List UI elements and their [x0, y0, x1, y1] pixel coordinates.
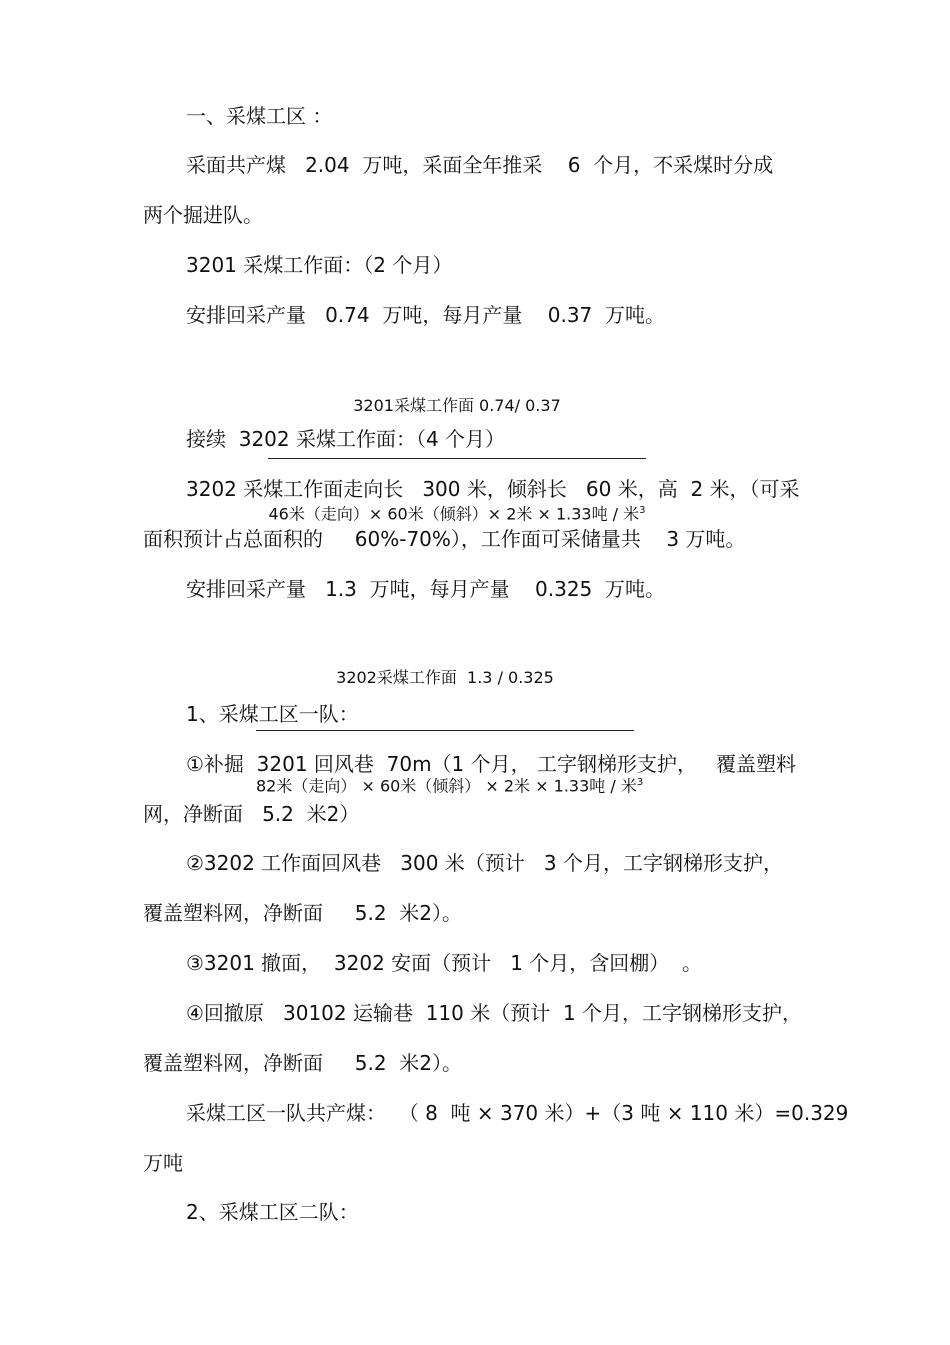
formula-numerator: 3202采煤工作面 1.3 / 0.325 [336, 668, 554, 687]
formula-numerator: 3201采煤工作面 0.74/ 0.37 [353, 396, 561, 415]
list-item: 覆盖塑料网，净断面 5.2 米2）。 [143, 1051, 463, 1075]
fraction-bar [268, 458, 646, 459]
fraction-bar [256, 730, 634, 731]
list-item: 覆盖塑料网，净断面 5.2 米2）。 [143, 901, 463, 925]
paragraph-line: 3202 采煤工作面走向长 300 米，倾斜长 60 米，高 2 米，（可采 [186, 477, 800, 501]
team-1-title: 1、采煤工区一队： [186, 702, 359, 726]
face-3202-title: 接续 3202 采煤工作面：（4 个月） [186, 427, 506, 451]
paragraph-line: 采面共产煤 2.04 万吨，采面全年推采 6 个月，不采煤时分成 [186, 153, 774, 177]
paragraph-line: 两个掘进队。 [143, 203, 263, 227]
list-item: ②3202 工作面回风巷 300 米（预计 3 个月，工字钢梯形支护， [186, 851, 783, 875]
face-3202-plan: 安排回采产量 1.3 万吨，每月产量 0.325 万吨。 [186, 577, 665, 601]
face-3201-title: 3201 采煤工作面：（2 个月） [186, 253, 453, 277]
section-title: 一、采煤工区 ： [186, 104, 333, 128]
list-item: 网，净断面 5.2 米2） [143, 802, 360, 826]
list-item: ④回撤原 30102 运输巷 110 米（预计 1 个月，工字钢梯形支护， [186, 1001, 803, 1025]
team-1-total: 采煤工区一队共产煤： （ 8 吨 × 370 米）+（3 吨 × 110 米）=0.329 [186, 1101, 849, 1125]
formula-denominator: 46米（走向）× 60米（倾斜）× 2米 × 1.33吨 / 米$^3$ [268, 504, 646, 524]
face-3201-plan: 安排回采产量 0.74 万吨，每月产量 0.37 万吨。 [186, 303, 665, 327]
formula-denominator: 82米（走向） × 60米（倾斜） × 2米 × 1.33吨 / 米$^3$ [256, 776, 644, 796]
list-item: ③3201 撤面， 3202 安面（预计 1 个月，含回棚） 。 [186, 951, 703, 975]
exponent: 3 [639, 505, 646, 516]
exponent: 3 [636, 777, 644, 788]
list-item: ①补掘 3201 回风巷 70m（1 个月， 工字钢梯形支护， 覆盖塑料 [186, 752, 797, 776]
team-1-total: 万吨 [143, 1151, 183, 1175]
paragraph-line: 面积预计占总面积的 60%-70%），工作面可采储量共 3 万吨。 [143, 527, 746, 551]
team-2-title: 2、采煤工区二队： [186, 1200, 359, 1224]
